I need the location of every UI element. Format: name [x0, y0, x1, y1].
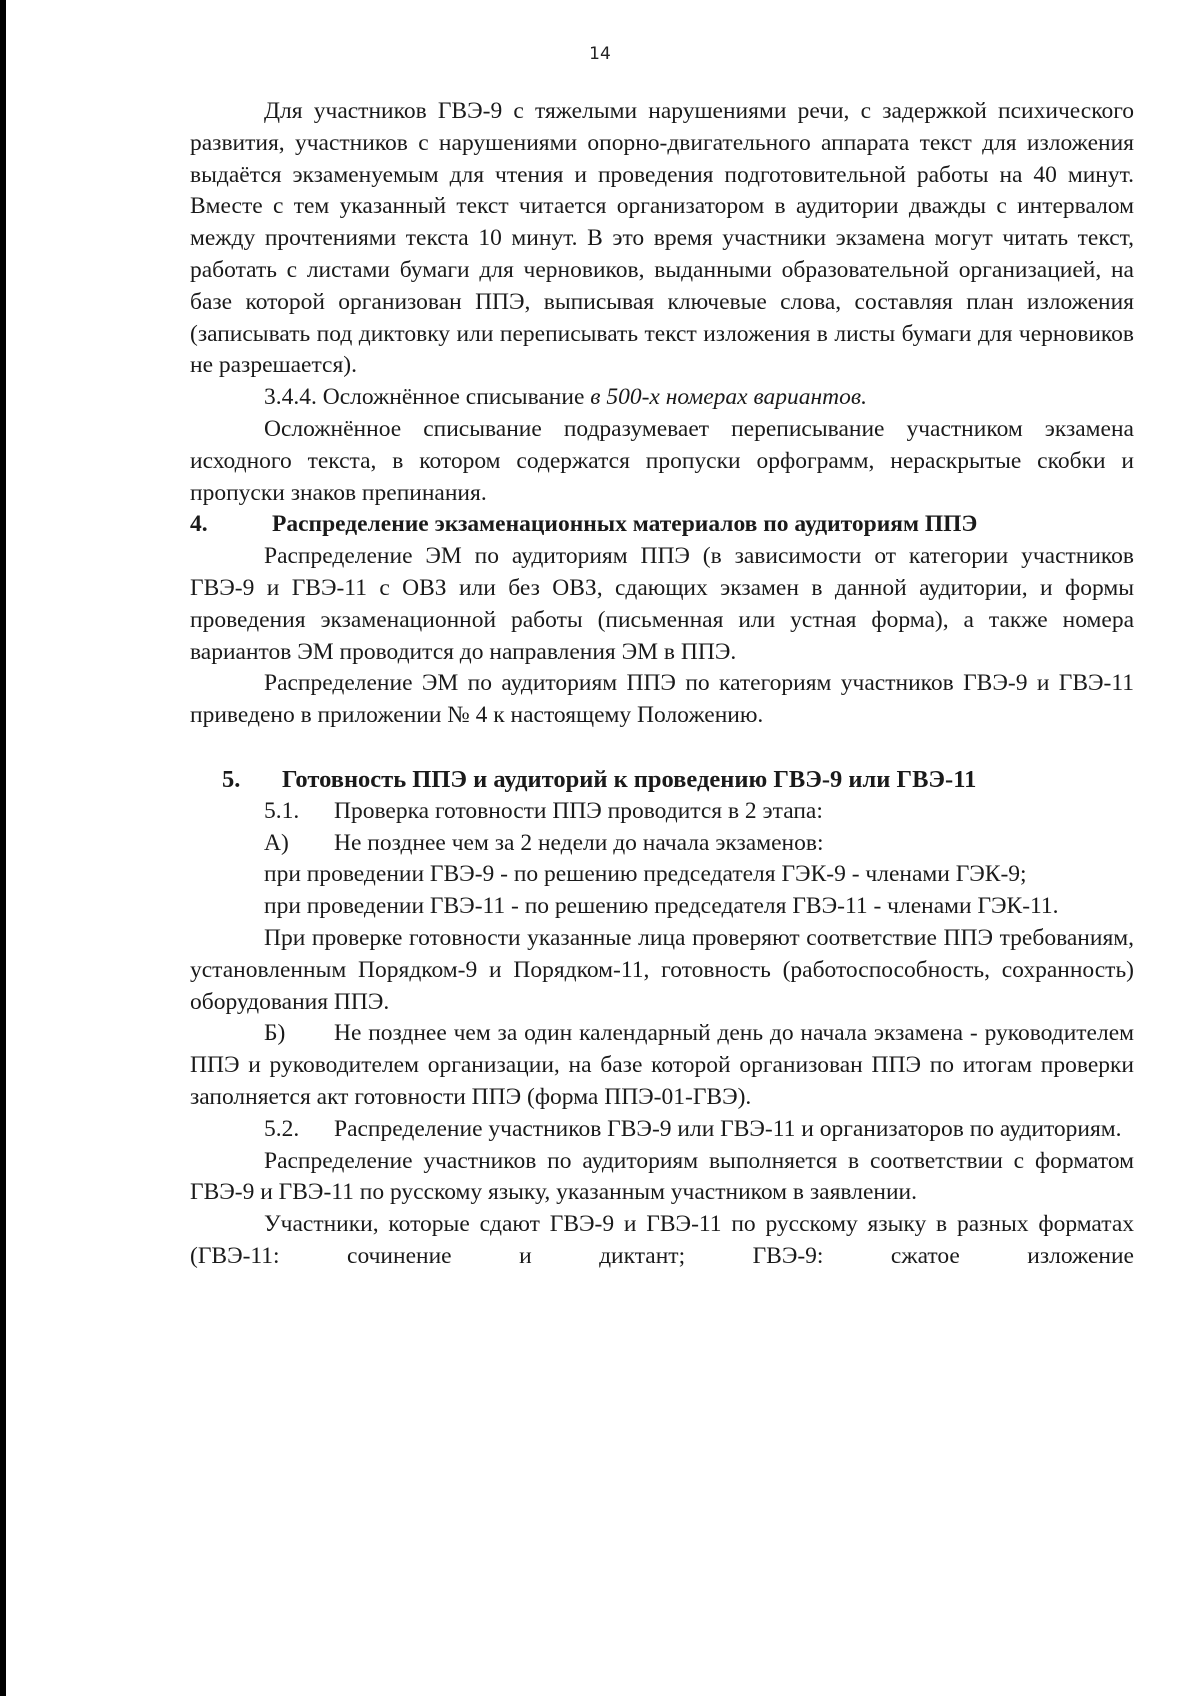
section-5-number: 5.: [222, 765, 241, 793]
scan-edge-bar: [0, 0, 6, 1696]
page-number: 14: [589, 44, 611, 64]
spacer: [190, 732, 1134, 764]
paragraph-em-appendix: Распределение ЭМ по аудиториям ППЭ по категориям участников ГВЭ-9 и ГВЭ-11 приведено в приложении № 4 к настоящему Положению.: [190, 670, 1134, 729]
item-5-1-label: 5.1.: [264, 797, 300, 824]
paragraph-gve11-check: при проведении ГВЭ-11 - по решению председателя ГВЭ-11 - членами ГЭК-11.: [264, 893, 1059, 920]
item-5-1-text: Проверка готовности ППЭ проводится в 2 этапа:: [334, 797, 823, 824]
section-4-title: Распределение экзаменационных материалов по аудиториям ППЭ: [272, 511, 978, 538]
item-a-label: А): [264, 829, 289, 856]
section-4-number: 4.: [190, 511, 208, 538]
item-5-2-text: Распределение участников ГВЭ-9 или ГВЭ-11 и организаторов по аудиториям.: [334, 1115, 1122, 1142]
paragraph-complicated-copying: Осложнённое списывание подразумевает переписывание участником экзамена исходного текста, в котором содержатся пропуски орфограмм, нераскрытые скобки и пропуски знаков препинания.: [190, 415, 1134, 506]
item-b-text: Не позднее чем за один календарный день до начала экзамена - руководителем ППЭ и руководителем организации, на базе которой организован ППЭ по итогам проверки заполняется акт готовности ППЭ (форма ППЭ-01-ГВЭ).: [190, 1020, 1134, 1110]
section-5-heading: [190, 764, 1134, 796]
item-3-4-4-italic: в 500-х номерах вариантов.: [590, 384, 867, 411]
paragraph-gve9-check: при проведении ГВЭ-9 - по решению председателя ГЭК-9 - членами ГЭК-9;: [264, 861, 1027, 888]
item-3-4-4: [190, 382, 1134, 414]
paragraph-participant-distribution: Распределение участников по аудиториям выполняется в соответствии с форматом ГВЭ-9 и ГВЭ-11 по русскому языку, указанным участником в заявлении.: [190, 1147, 1134, 1206]
item-a: [190, 828, 1134, 860]
paragraph-speech-impairments: Для участников ГВЭ-9 с тяжелыми нарушениями речи, с задержкой психического развития, участников с нарушениями опорно-двигательного аппарата текст для изложения выдаётся экзаменуемым для чтения и проведения подготовительной работы на 40 минут. Вместе с тем указанный текст читается организатором в аудитории дважды с интервалом между прочтениями текста 10 минут. В это время участники экзамена могут читать текст, работать с листами бумаги для черновиков, выданными образовательной организацией, на базе которой организован ППЭ, выписывая ключевые слова, составляя план изложения (записывать под диктовку или переписывать текст изложения в листы бумаги для черновиков не разрешается).: [190, 98, 1134, 379]
item-3-4-4-text: 3.4.4. Осложнённое списывание: [264, 384, 591, 411]
item-5-1: [190, 796, 1134, 828]
paragraph-different-formats: Участники, которые сдают ГВЭ-9 и ГВЭ-11 по русскому языку в разных форматах (ГВЭ-11: сочинение и диктант; ГВЭ-9: сжатое изложение: [190, 1211, 1134, 1269]
section-5-title: Готовность ППЭ и аудиторий к проведению ГВЭ-9 или ГВЭ-11: [282, 765, 977, 793]
item-a-text: Не позднее чем за 2 недели до начала экзаменов:: [334, 829, 824, 856]
item-5-2-label: 5.2.: [264, 1115, 300, 1142]
item-b: [190, 1018, 1134, 1113]
paragraph-em-distribution: Распределение ЭМ по аудиториям ППЭ (в зависимости от категории участников ГВЭ-9 и ГВЭ-11 с ОВЗ или без ОВЗ, сдающих экзамен в данной аудитории, и формы проведения экзаменационной работы (письменная или устная форма), а также номера вариантов ЭМ проводится до направления ЭМ в ППЭ.: [190, 543, 1134, 665]
document-body: [190, 96, 1134, 1273]
item-5-2: [190, 1114, 1134, 1146]
section-4-heading: [190, 509, 1134, 541]
item-b-label: Б): [264, 1020, 286, 1047]
paragraph-readiness-check: При проверке готовности указанные лица проверяют соответствие ППЭ требованиям, установленным Порядком-9 и Порядком-11, готовность (работоспособность, сохранность) оборудования ППЭ.: [190, 924, 1134, 1015]
